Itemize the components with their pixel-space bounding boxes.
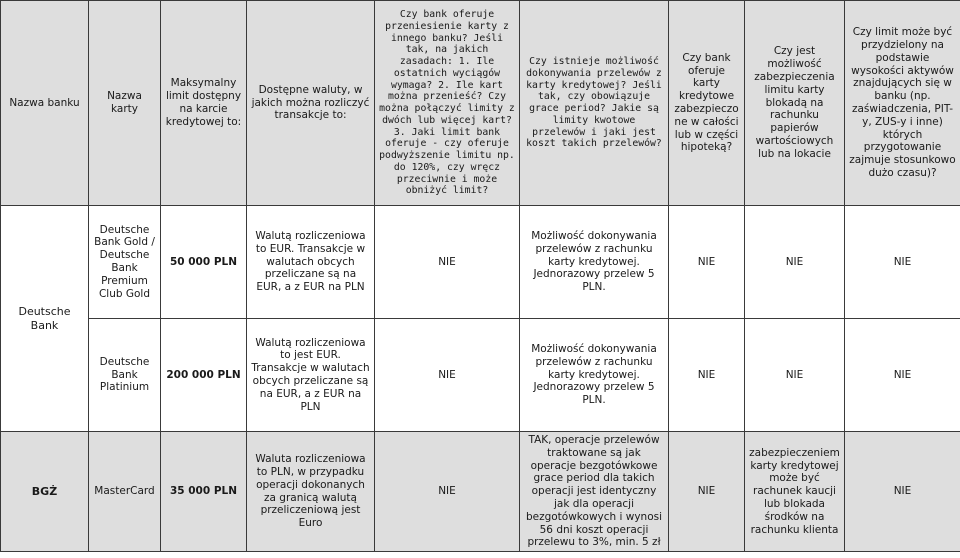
header-transfers-from-card: Czy istnieje możliwość dokonywania przelewów z karty kredytowej? Jeśli tak, czy obowiązuje grace period? Jakie są limity kwotowe przelewów i jaki jest koszt takich przelewów? (520, 1, 669, 206)
deposit-block-cell: NIE (745, 319, 845, 432)
transfers-from-card-cell: Możliwość dokonywania przelewów z rachunku karty kredytowej. Jednorazowy przelew 5 PLN. (520, 319, 669, 432)
card-transfer-cell: NIE (375, 206, 520, 319)
table-row (1, 319, 960, 432)
header-card-name: Nazwa karty (89, 1, 161, 206)
header-deposit-block: Czy jest możliwość zabezpieczenia limitu karty blokadą na rachunku papierów wartościowych lub na lokacie (745, 1, 845, 206)
currencies-cell: Walutą rozliczeniowa to jest EUR. Transakcje w walutach obcych przeliczane są na EUR, a z EUR na PLN (247, 319, 375, 432)
header-max-limit: Maksymalny limit dostępny na karcie kredytowej to: (161, 1, 247, 206)
assets-cell: NIE (845, 432, 960, 552)
limit-cell: 200 000 PLN (161, 319, 247, 432)
card-name-cell: Deutsche Bank Platinium (89, 319, 161, 432)
table-header-row (1, 1, 960, 206)
deposit-block-cell: NIE (745, 206, 845, 319)
card-name-cell: Deutsche Bank Gold / Deutsche Bank Premium Club Gold (89, 206, 161, 319)
limit-cell: 50 000 PLN (161, 206, 247, 319)
limit-cell: 35 000 PLN (161, 432, 247, 552)
assets-cell: NIE (845, 319, 960, 432)
header-mortgage-secured: Czy bank oferuje karty kredytowe zabezpieczone w całości lub w części hipoteką? (669, 1, 745, 206)
card-transfer-cell: NIE (375, 319, 520, 432)
currencies-cell: Walutą rozliczeniowa to EUR. Transakcje w walutach obcych przeliczane są na EUR, a z EUR na PLN (247, 206, 375, 319)
assets-cell: NIE (845, 206, 960, 319)
mortgage-cell: NIE (669, 319, 745, 432)
header-currencies: Dostępne waluty, w jakich można rozliczyć transakcje to: (247, 1, 375, 206)
deposit-block-cell: zabezpieczeniem karty kredytowej może być rachunek kaucji lub blokada środków na rachunku klienta (745, 432, 845, 552)
bank-name-cell: BGŻ (1, 432, 89, 552)
card-name-cell: MasterCard (89, 432, 161, 552)
transfers-from-card-cell: TAK, operacje przelewów traktowane są jak operacje bezgotówkowe grace period dla takich operacji jest identyczny jak dla operacji bezgotówkowych i wynosi 56 dni koszt operacji przelewu to 3%, min. 5 zł (520, 432, 669, 552)
header-assets-based-limit: Czy limit może być przydzielony na podstawie wysokości aktywów znajdujących się w banku (np. zaświadczenia, PIT-y, ZUS-y i inne) których przygotowanie zajmuje stosunkowo dużo czasu)? (845, 1, 960, 206)
currencies-cell: Waluta rozliczeniowa to PLN, w przypadku operacji dokonanych za granicą walutą przeliczeniową jest Euro (247, 432, 375, 552)
mortgage-cell: NIE (669, 432, 745, 552)
table-row (1, 206, 960, 319)
header-card-transfer: Czy bank oferuje przeniesienie karty z innego banku? Jeśli tak, na jakich zasadach: 1. Ile ostatnich wyciągów wymaga? 2. Ile kart można przenieść? Czy można połączyć limity z dwóch lub więcej kart? 3. Jaki limit bank oferuje - czy oferuje podwyższenie limitu np. do 120%, czy wręcz przeciwnie i może obniżyć limit? (375, 1, 520, 206)
header-bank-name: Nazwa banku (1, 1, 89, 206)
mortgage-cell: NIE (669, 206, 745, 319)
transfers-from-card-cell: Możliwość dokonywania przelewów z rachunku karty kredytowej. Jednorazowy przelew 5 PLN. (520, 206, 669, 319)
card-transfer-cell: NIE (375, 432, 520, 552)
table-row (1, 432, 960, 552)
bank-name-cell: Deutsche Bank (1, 206, 89, 432)
